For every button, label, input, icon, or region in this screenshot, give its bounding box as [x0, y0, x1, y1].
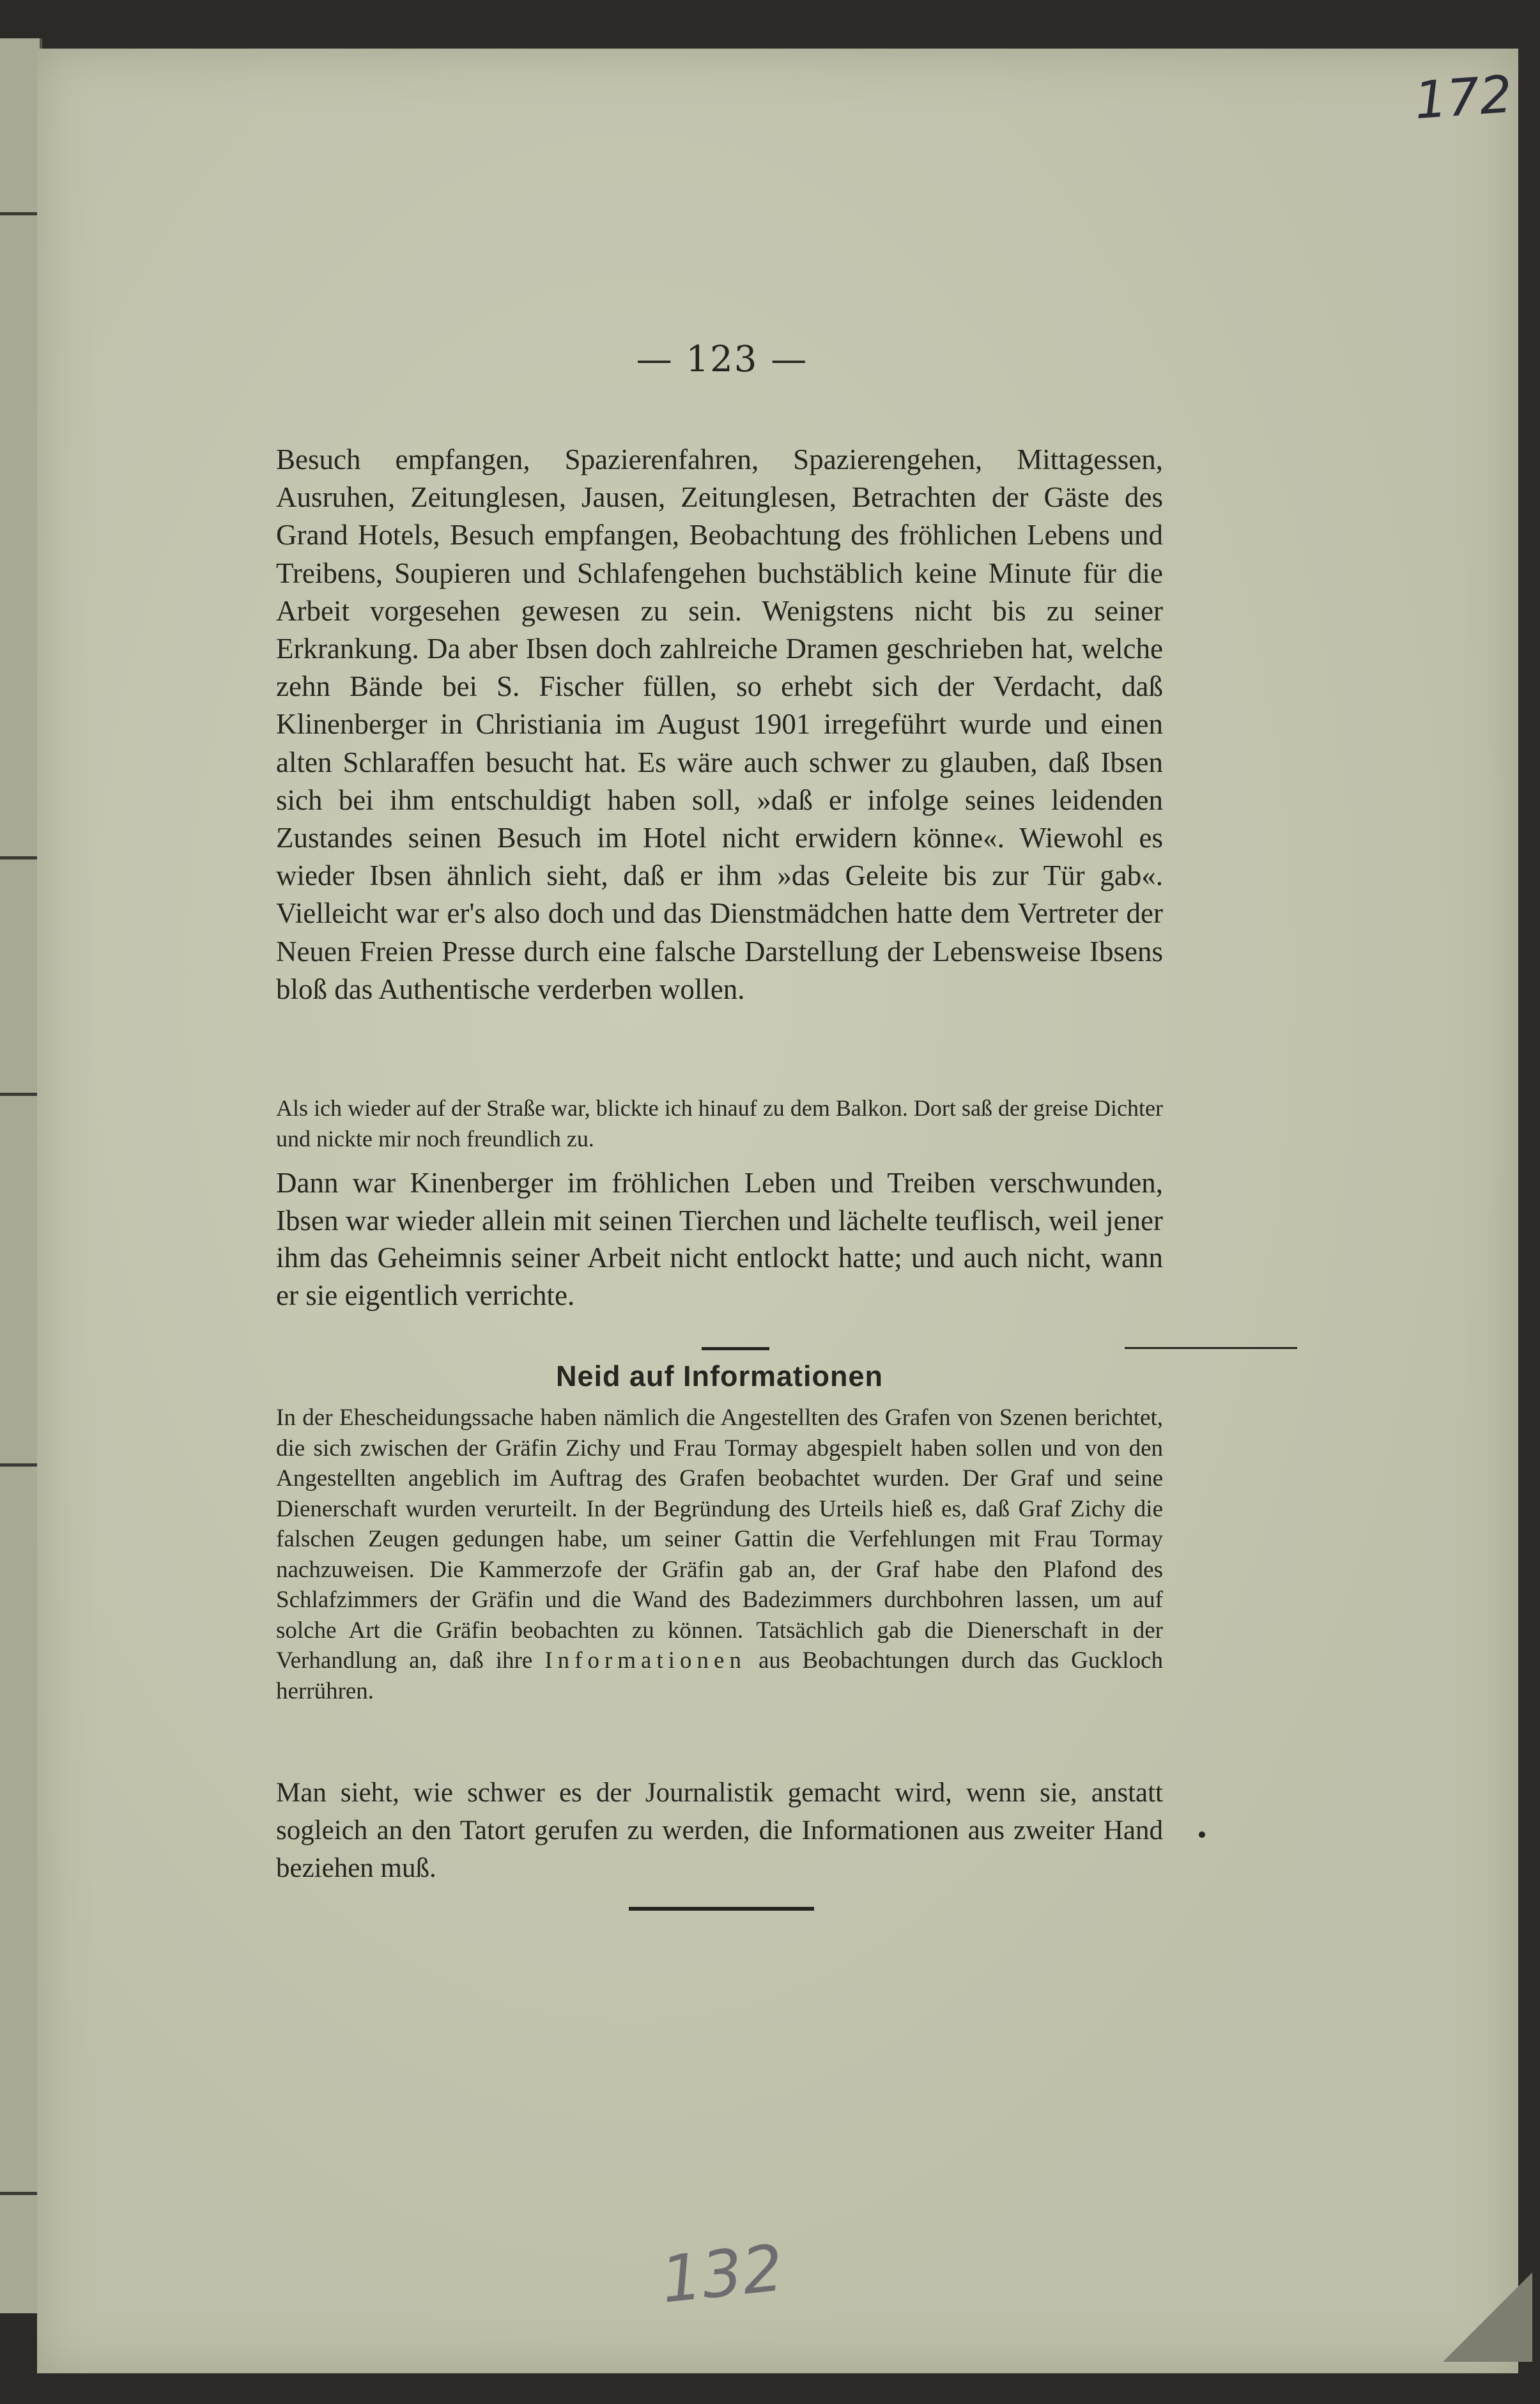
page-corner-fold — [1443, 2272, 1532, 2362]
body-paragraph-1: Besuch empfangen, Spazierenfahren, Spazierengehen, Mittagessen, Ausruhen, Zeitunglesen, Jausen, Zeitunglesen, Betrachten der Gäste des Grand Hotels, Besuch empfangen, Beobachtung des fröhlichen Lebens und Treibens, Soupieren und Schlafengehen buchstäblich keine Minute für die Arbeit vorgesehen gewesen zu sein. Wenigstens nicht bis zu seiner Erkrankung. Da aber Ibsen doch zahlreiche Dramen geschrieben hat, welche zehn Bände bei S. Fischer füllen, so erhebt sich der Verdacht, daß Klinenberger in Christiania im August 1901 irregeführt wurde und einen alten Schlaraffen besucht hat. Es wäre auch schwer zu glauben, daß Ibsen sich bei ihm entschuldigt haben soll, »daß er infolge seines leidenden Zustandes seinen Besuch im Hotel nicht erwidern könne«. Wiewohl es wieder Ibsen ähnlich sieht, daß er ihm »das Geleite bis zur Tür gab«. Vielleicht war er's also doch und das Dienstmädchen hatte dem Vertreter der Neuen Freien Presse durch eine falsche Darstellung der Lebensweise Ibsens bloß das Authentische verderben wollen. — [276, 443, 1163, 1005]
binding-mark — [0, 856, 40, 859]
handwritten-archive-number: 132 — [657, 2230, 787, 2318]
body-paragraph-2: Dann war Kinenberger im fröhlichen Leben und Treiben verschwunden, Ibsen war wieder allein mit seinen Tierchen und lächelte teuflisch, weil jener ihm das Geheimnis seiner Arbeit nicht entlockt hatte; und auch nicht, wann er sie eigentlich verrichte. — [276, 1167, 1163, 1311]
body-paragraph-4: Man sieht, wie schwer es der Journalistik gemacht wird, wenn sie, anstatt sogleich an den Tatort gerufen zu werden, die Informationen aus zweiter Hand beziehen muß. — [276, 1778, 1163, 1883]
paragraph-3-text-end: aus Beobachtungen durch das Guckloch herrühren. — [276, 1647, 1163, 1704]
end-rule — [629, 1907, 814, 1911]
quoted-passage: Als ich wieder auf der Straße war, blickte ich hinauf zu dem Balkon. Dort saß der greise Dichter und nickte mir noch freundlich zu. — [276, 1095, 1163, 1152]
margin-pencil-line — [1125, 1347, 1297, 1349]
handwritten-folio-number: 172 — [1412, 64, 1514, 131]
page-number: — 123 — — [636, 339, 808, 380]
section-heading: Neid auf Informationen — [555, 1360, 883, 1392]
margin-dot — [1199, 1831, 1205, 1838]
binding-mark — [0, 212, 40, 215]
body-paragraph-3 — [276, 1403, 1163, 1706]
spaced-emphasis: Informationen — [544, 1647, 746, 1674]
section-divider-rule — [702, 1347, 769, 1350]
binding-mark — [0, 2192, 40, 2195]
paragraph-3-text: In der Ehescheidungssache haben nämlich die Angestellten des Grafen von Szenen berichtet, die sich zwischen der Gräfin Zichy und Frau Tormay abgespielt haben sollen und von den Angestellten angeblich im Auftrag des Grafen beobachtet wurden. Der Graf und seine Dienerschaft wurden verurteilt. In der Begründung des Urteils hieß es, daß Graf Zichy die falschen Zeugen gedungen habe, um seiner Gattin die Verfehlungen mit Frau Tormay nachzuweisen. Die Kammerzofe der Gräfin gab an, der Graf habe den Plafond des Schlafzimmers der Gräfin und die Wand des Badezimmers durchbohren lassen, um auf solche Art die Gräfin beobachten zu können. Tatsächlich gab die Dienerschaft in der Verhandlung an, daß ihre — [276, 1405, 1163, 1674]
binding-mark — [0, 1463, 40, 1467]
book-binding-edge — [0, 38, 42, 2313]
binding-mark — [0, 1093, 40, 1096]
